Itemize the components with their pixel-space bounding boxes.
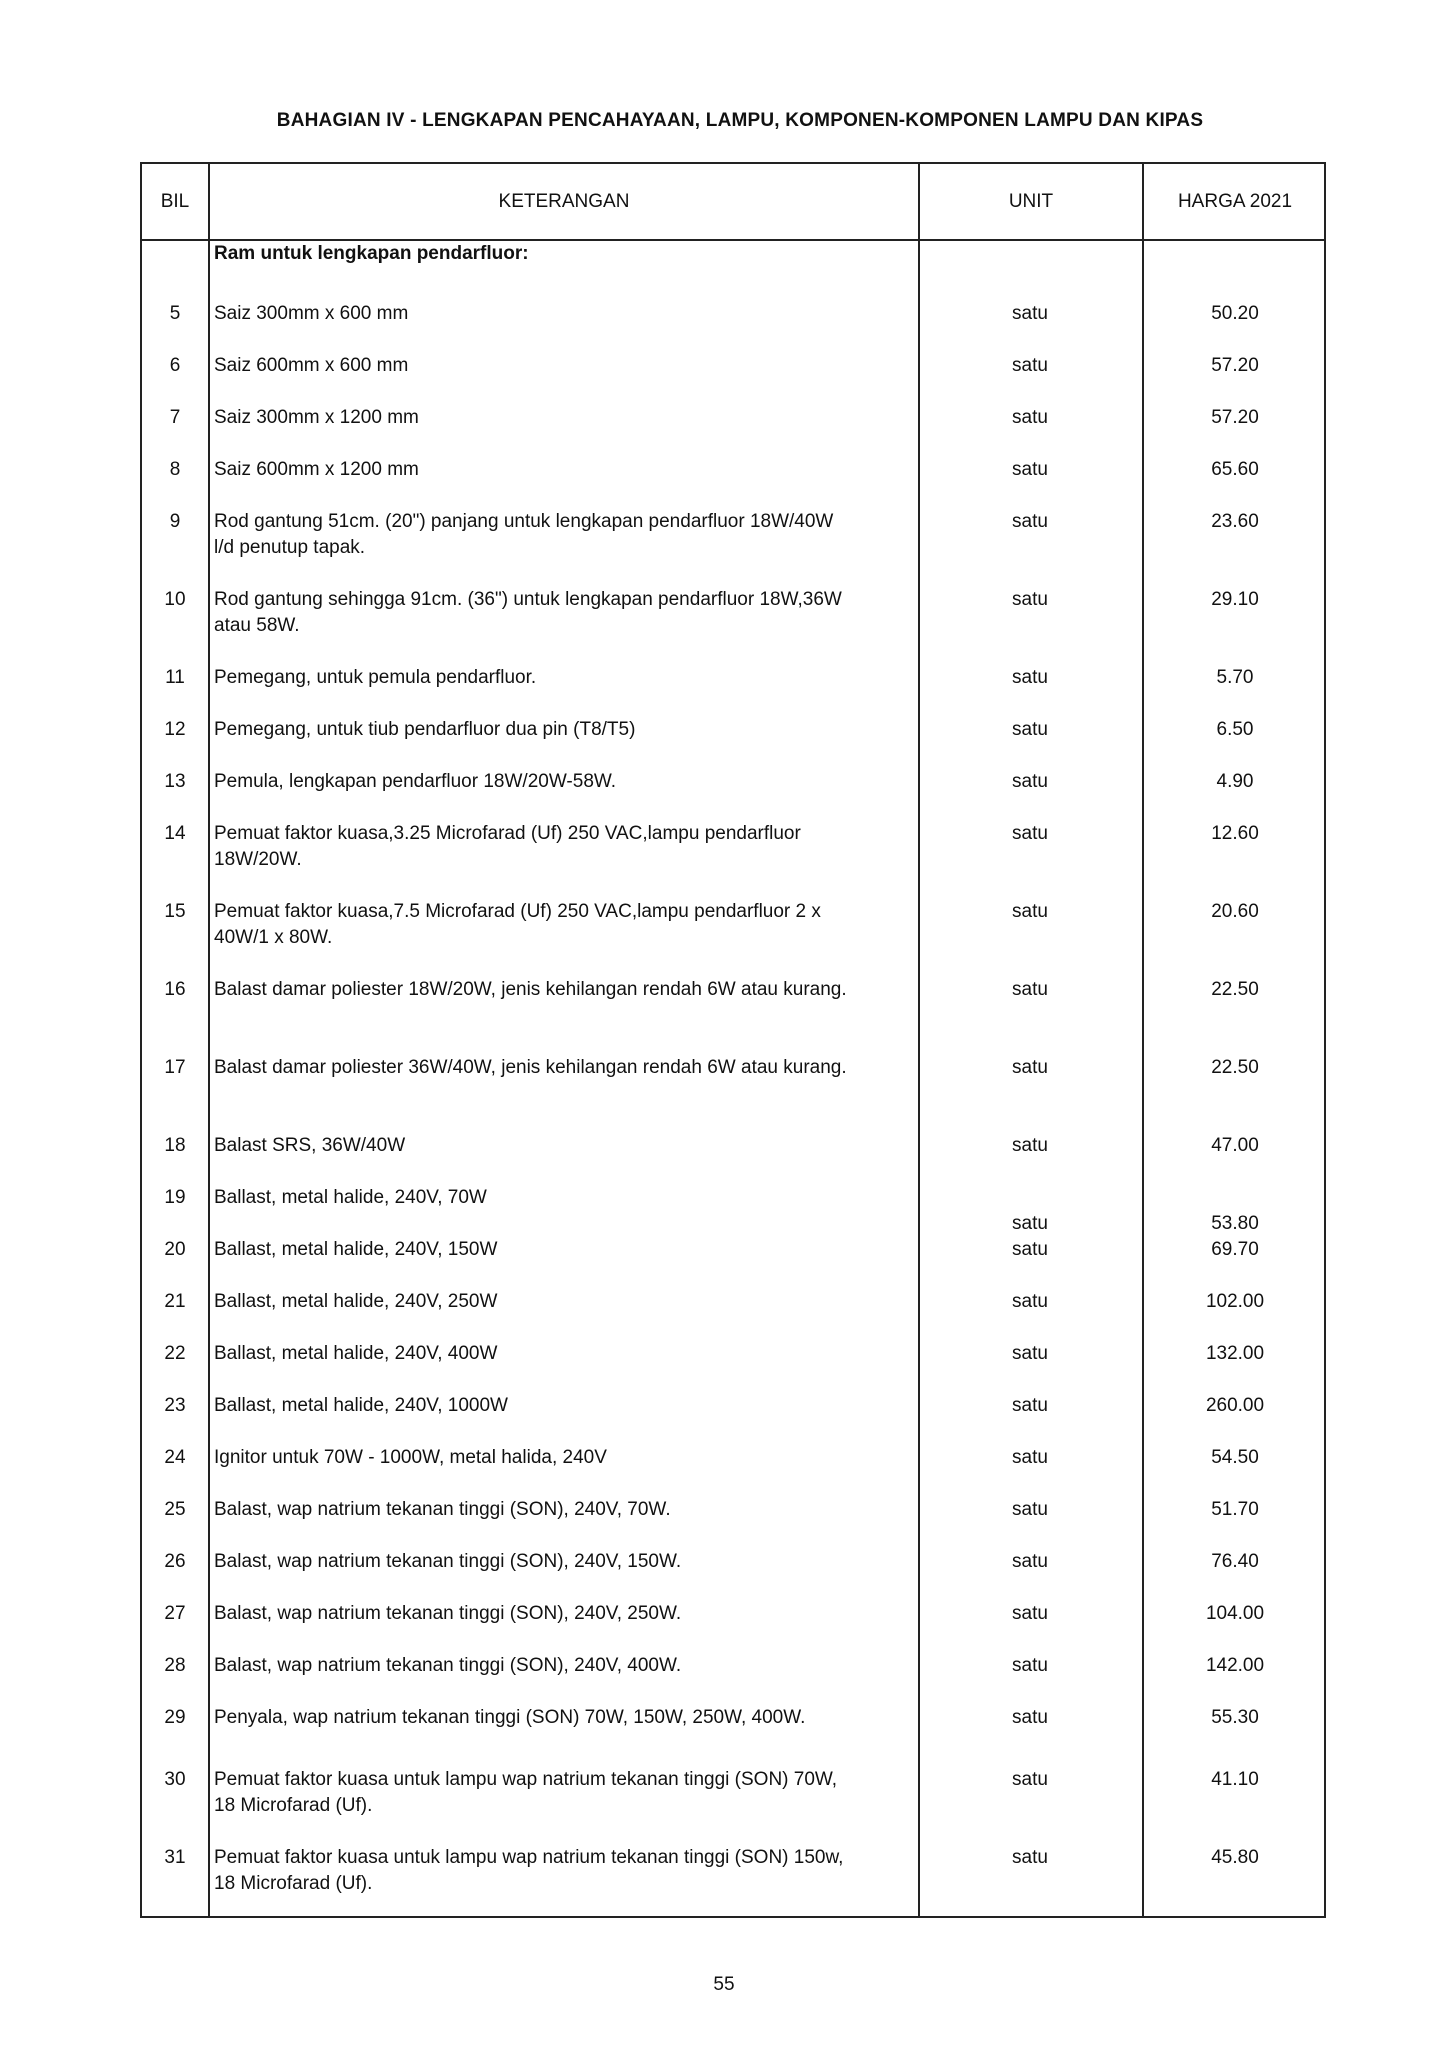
page-title: BAHAGIAN IV - LENGKAPAN PENCAHAYAAN, LAMPU, KOMPONEN-KOMPONEN LAMPU DAN KIPAS — [276, 110, 1204, 131]
row-number: 14 — [164, 823, 186, 844]
row-number: 17 — [164, 1057, 186, 1078]
row-number: 9 — [169, 511, 181, 532]
row-unit: satu — [1012, 355, 1048, 376]
row-price: 29.10 — [1211, 589, 1259, 610]
row-number: 13 — [164, 771, 186, 792]
row-description: Ballast, metal halide, 240V, 1000W — [214, 1395, 508, 1416]
row-description: Penyala, wap natrium tekanan tinggi (SON) 70W, 150W, 250W, 400W. — [214, 1707, 806, 1728]
row-number: 29 — [164, 1707, 186, 1728]
row-price: 47.00 — [1211, 1135, 1259, 1156]
row-price: 76.40 — [1211, 1551, 1259, 1572]
row-description: Balast SRS, 36W/40W — [214, 1135, 406, 1156]
row-description: Saiz 300mm x 1200 mm — [214, 407, 419, 428]
row-description: Ballast, metal halide, 240V, 150W — [214, 1239, 498, 1260]
row-unit: satu — [1012, 1057, 1048, 1078]
row-price: 4.90 — [1216, 771, 1254, 792]
row-description: Balast damar poliester 18W/20W, jenis kehilangan rendah 6W atau kurang. — [214, 979, 847, 1000]
row-price: 55.30 — [1211, 1707, 1259, 1728]
row-price: 12.60 — [1211, 823, 1259, 844]
row-number: 31 — [164, 1847, 186, 1868]
row-price: 132.00 — [1205, 1343, 1265, 1364]
table-header — [142, 164, 1324, 241]
row-description: Balast damar poliester 36W/40W, jenis kehilangan rendah 6W atau kurang. — [214, 1057, 847, 1078]
row-unit: satu — [1012, 1655, 1048, 1676]
row-number: 5 — [169, 303, 181, 324]
row-unit: satu — [1012, 1291, 1048, 1312]
row-unit: satu — [1012, 1847, 1048, 1868]
row-price: 23.60 — [1211, 511, 1259, 532]
row-unit: satu — [1012, 1551, 1048, 1572]
row-number: 20 — [164, 1239, 186, 1260]
row-price: 22.50 — [1211, 1057, 1259, 1078]
row-number: 11 — [165, 667, 185, 688]
row-number: 27 — [164, 1603, 186, 1624]
row-unit: satu — [1012, 1239, 1048, 1260]
row-number: 23 — [164, 1395, 186, 1416]
row-number: 26 — [164, 1551, 186, 1572]
row-unit: satu — [1012, 901, 1048, 922]
section-heading: Ram untuk lengkapan pendarfluor: — [214, 243, 529, 264]
row-number: 19 — [164, 1187, 186, 1208]
column-header-keterangan: KETERANGAN — [498, 190, 630, 212]
row-unit: satu — [1012, 719, 1048, 740]
row-description: Pemegang, untuk pemula pendarfluor. — [214, 667, 537, 688]
row-number: 25 — [164, 1499, 186, 1520]
row-description: Balast, wap natrium tekanan tinggi (SON), 240V, 150W. — [214, 1551, 682, 1572]
column-header-bil: BIL — [160, 190, 190, 212]
row-description: Ballast, metal halide, 240V, 400W — [214, 1343, 498, 1364]
row-unit: satu — [1012, 1343, 1048, 1364]
row-price: 45.80 — [1211, 1847, 1259, 1868]
column-header-harga: HARGA 2021 — [1177, 190, 1293, 212]
row-price: 102.00 — [1205, 1291, 1265, 1312]
row-price: 65.60 — [1211, 459, 1259, 480]
row-unit: satu — [1012, 1603, 1048, 1624]
row-price: 53.80 — [1211, 1213, 1259, 1234]
row-price: 51.70 — [1211, 1499, 1259, 1520]
page-number: 55 — [713, 1974, 735, 1995]
row-description: Balast, wap natrium tekanan tinggi (SON), 240V, 70W. — [214, 1499, 671, 1520]
column-divider — [208, 164, 210, 1916]
row-description: Balast, wap natrium tekanan tinggi (SON), 240V, 250W. — [214, 1603, 682, 1624]
row-number: 15 — [164, 901, 186, 922]
row-number: 16 — [164, 979, 186, 1000]
row-description: Saiz 600mm x 1200 mm — [214, 459, 419, 480]
row-price: 50.20 — [1211, 303, 1259, 324]
row-price: 57.20 — [1211, 355, 1259, 376]
row-price: 260.00 — [1205, 1395, 1265, 1416]
row-unit: satu — [1012, 1135, 1048, 1156]
row-description: Rod gantung 51cm. (20") panjang untuk lengkapan pendarfluor 18W/40W l/d penutup tapak. — [214, 511, 834, 558]
column-header-unit: UNIT — [1008, 190, 1054, 212]
row-number: 7 — [169, 407, 181, 428]
row-number: 6 — [169, 355, 181, 376]
price-table — [140, 162, 1326, 1918]
row-price: 20.60 — [1211, 901, 1259, 922]
row-description: Saiz 600mm x 600 mm — [214, 355, 409, 376]
row-description: Ignitor untuk 70W - 1000W, metal halida, 240V — [214, 1447, 607, 1468]
row-unit: satu — [1012, 1707, 1048, 1728]
row-unit: satu — [1012, 667, 1048, 688]
row-unit: satu — [1012, 511, 1048, 532]
row-number: 28 — [164, 1655, 186, 1676]
row-number: 30 — [164, 1769, 186, 1790]
row-description: Rod gantung sehingga 91cm. (36") untuk lengkapan pendarfluor 18W,36W atau 58W. — [214, 589, 842, 636]
row-description: Ballast, metal halide, 240V, 70W — [214, 1187, 487, 1208]
row-unit: satu — [1012, 589, 1048, 610]
row-description: Pemegang, untuk tiub pendarfluor dua pin (T8/T5) — [214, 719, 636, 740]
row-number: 12 — [164, 719, 186, 740]
row-price: 6.50 — [1216, 719, 1254, 740]
row-unit: satu — [1012, 407, 1048, 428]
row-description: Pemuat faktor kuasa untuk lampu wap natrium tekanan tinggi (SON) 70W, 18 Microfarad (Uf). — [214, 1769, 838, 1816]
row-unit: satu — [1012, 1395, 1048, 1416]
row-number: 24 — [164, 1447, 186, 1468]
row-number: 22 — [164, 1343, 186, 1364]
row-price: 22.50 — [1211, 979, 1259, 1000]
row-price: 54.50 — [1211, 1447, 1259, 1468]
row-price: 142.00 — [1205, 1655, 1265, 1676]
row-unit: satu — [1012, 459, 1048, 480]
row-description: Pemula, lengkapan pendarfluor 18W/20W-58W. — [214, 771, 617, 792]
row-unit: satu — [1012, 1769, 1048, 1790]
row-description: Pemuat faktor kuasa untuk lampu wap natrium tekanan tinggi (SON) 150w, 18 Microfarad (Uf). — [214, 1847, 844, 1894]
row-description: Pemuat faktor kuasa,7.5 Microfarad (Uf) 250 VAC,lampu pendarfluor 2 x 40W/1 x 80W. — [214, 901, 821, 948]
row-unit: satu — [1012, 1213, 1048, 1234]
row-price: 69.70 — [1211, 1239, 1259, 1260]
row-price: 5.70 — [1216, 667, 1254, 688]
row-description: Ballast, metal halide, 240V, 250W — [214, 1291, 498, 1312]
row-unit: satu — [1012, 771, 1048, 792]
row-price: 41.10 — [1211, 1769, 1259, 1790]
row-unit: satu — [1012, 303, 1048, 324]
row-unit: satu — [1012, 1447, 1048, 1468]
row-unit: satu — [1012, 823, 1048, 844]
row-number: 8 — [169, 459, 181, 480]
row-number: 18 — [164, 1135, 186, 1156]
row-description: Saiz 300mm x 600 mm — [214, 303, 409, 324]
row-unit: satu — [1012, 1499, 1048, 1520]
row-number: 21 — [164, 1291, 186, 1312]
row-description: Pemuat faktor kuasa,3.25 Microfarad (Uf) 250 VAC,lampu pendarfluor 18W/20W. — [214, 823, 801, 870]
row-unit: satu — [1012, 979, 1048, 1000]
row-price: 104.00 — [1205, 1603, 1265, 1624]
row-price: 57.20 — [1211, 407, 1259, 428]
row-number: 10 — [164, 589, 186, 610]
row-description: Balast, wap natrium tekanan tinggi (SON), 240V, 400W. — [214, 1655, 682, 1676]
